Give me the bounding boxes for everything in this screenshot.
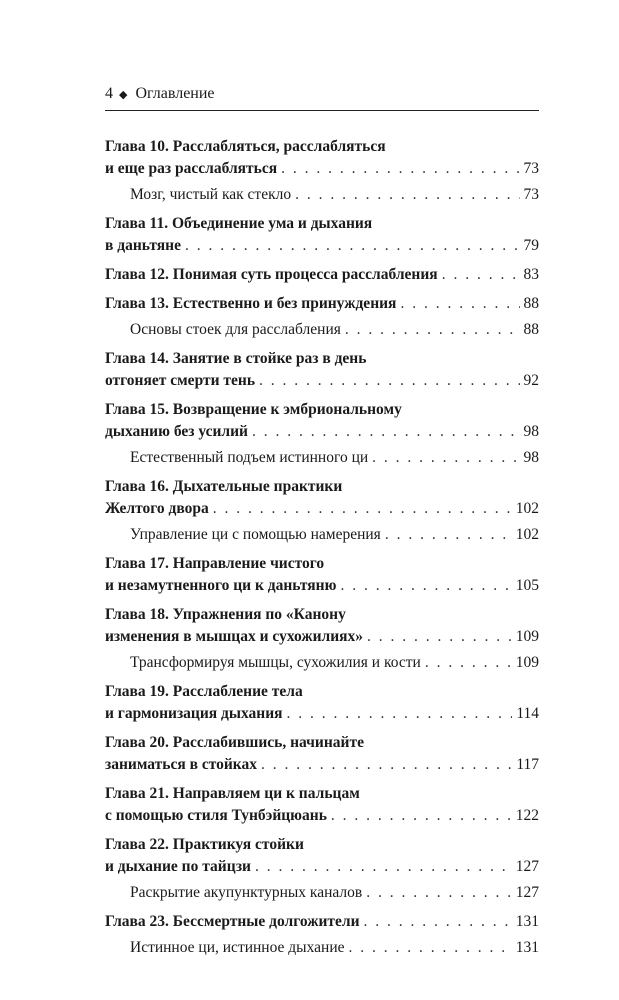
dot-leader xyxy=(295,184,519,206)
section-title-text: Трансформируя мышцы, сухожилия и кости xyxy=(130,654,421,671)
section-title-text: Управление ци с помощью намерения xyxy=(130,526,381,543)
dot-leader xyxy=(259,370,519,392)
dot-leader xyxy=(366,882,512,904)
toc-line xyxy=(105,370,539,392)
dot-leader xyxy=(331,805,512,827)
dot-leader xyxy=(400,293,519,315)
page-ref: 98 xyxy=(523,423,539,440)
chapter-title-text: Глава 14. Занятие в стойке раз в день xyxy=(105,350,367,367)
chapter-title-text: и дыхание по тайцзи xyxy=(105,858,251,875)
chapter-title-text: Глава 23. Бессмертные долгожители xyxy=(105,913,360,930)
toc-line xyxy=(130,882,539,904)
toc-line xyxy=(130,184,539,206)
toc-entry xyxy=(105,476,539,520)
chapter-heading xyxy=(105,553,539,597)
toc-entry xyxy=(105,732,539,776)
toc-line xyxy=(105,681,539,703)
page-ref: 109 xyxy=(515,654,539,671)
chapter-heading xyxy=(105,293,539,315)
page-ref: 131 xyxy=(515,913,539,930)
toc-line xyxy=(130,319,539,341)
toc-entry xyxy=(105,136,539,180)
chapter-title-text: Глава 19. Расслабление тела xyxy=(105,683,303,700)
chapter-heading xyxy=(105,348,539,392)
page-ref: 92 xyxy=(523,372,539,389)
toc-line xyxy=(105,498,539,520)
section-title-text: Естественный подъем истинного ци xyxy=(130,449,369,466)
toc-line xyxy=(105,856,539,878)
page-ref: 88 xyxy=(523,321,539,338)
section-entry xyxy=(105,524,539,546)
page-ref: 102 xyxy=(515,526,539,543)
dot-leader xyxy=(287,703,513,725)
chapter-heading xyxy=(105,264,539,286)
chapter-heading xyxy=(105,213,539,257)
toc-entry xyxy=(105,213,539,257)
page-ref: 105 xyxy=(515,577,539,594)
chapter-heading xyxy=(105,911,539,933)
page-ref: 73 xyxy=(523,160,539,177)
chapter-heading xyxy=(105,136,539,180)
section-entry xyxy=(105,319,539,341)
chapter-heading xyxy=(105,476,539,520)
page-ref: 114 xyxy=(516,705,539,722)
page-ref: 127 xyxy=(515,858,539,875)
dot-leader xyxy=(340,575,511,597)
dot-leader xyxy=(385,524,512,546)
chapter-heading xyxy=(105,834,539,878)
toc-line xyxy=(105,732,539,754)
toc-line xyxy=(105,348,539,370)
toc-line xyxy=(105,264,539,286)
table-of-contents xyxy=(105,136,539,966)
chapter-title-text: Глава 21. Направляем ци к пальцам xyxy=(105,785,360,802)
dot-leader xyxy=(442,264,520,286)
toc-entry xyxy=(105,553,539,597)
dot-leader xyxy=(372,447,519,469)
page-ref: 83 xyxy=(523,266,539,283)
section-title-text: Мозг, чистый как стекло xyxy=(130,186,292,203)
dot-leader xyxy=(364,911,512,933)
toc-entry xyxy=(105,783,539,827)
toc-entry xyxy=(105,293,539,315)
section-entry xyxy=(105,937,539,959)
chapter-title-text: Глава 22. Практикуя стойки xyxy=(105,836,304,853)
toc-entry xyxy=(105,834,539,878)
toc-entry xyxy=(105,399,539,443)
dot-leader xyxy=(252,421,520,443)
toc-entry xyxy=(105,264,539,286)
chapter-title-text: и еще раз расслабляться xyxy=(105,160,278,177)
dot-leader xyxy=(425,652,512,674)
section-entry xyxy=(105,882,539,904)
toc-line xyxy=(105,703,539,725)
chapter-title-text: Желтого двора xyxy=(105,500,209,517)
page-ref: 102 xyxy=(515,500,539,517)
section-entry xyxy=(105,447,539,469)
diamond-separator-icon: ◆ xyxy=(119,88,128,101)
toc-line xyxy=(105,213,539,235)
toc-line xyxy=(105,754,539,776)
toc-line xyxy=(105,399,539,421)
toc-entry xyxy=(105,604,539,648)
chapter-title-text: Глава 12. Понимая суть процесса расслабления xyxy=(105,266,438,283)
toc-line xyxy=(130,447,539,469)
toc-line xyxy=(105,293,539,315)
toc-line xyxy=(105,476,539,498)
toc-line xyxy=(105,805,539,827)
chapter-title-text: Глава 20. Расслабившись, начинайте xyxy=(105,734,364,751)
toc-line xyxy=(105,158,539,180)
chapter-title-text: заниматься в стойках xyxy=(105,756,258,773)
section-entry xyxy=(105,184,539,206)
toc-line xyxy=(105,235,539,257)
toc-entry xyxy=(105,911,539,933)
chapter-heading xyxy=(105,783,539,827)
page-ref: 131 xyxy=(515,939,539,956)
toc-line xyxy=(105,136,539,158)
dot-leader xyxy=(367,626,512,648)
toc-line xyxy=(105,783,539,805)
chapter-heading xyxy=(105,399,539,443)
toc-line xyxy=(105,626,539,648)
dot-leader xyxy=(261,754,512,776)
header-rule xyxy=(105,110,539,111)
page-ref: 73 xyxy=(523,186,539,203)
toc-line xyxy=(105,553,539,575)
chapter-title-text: Глава 18. Упражнения по «Канону xyxy=(105,606,346,623)
chapter-title-text: Глава 17. Направление чистого xyxy=(105,555,325,572)
chapter-title-text: Глава 13. Естественно и без принуждения xyxy=(105,295,397,312)
page-ref: 122 xyxy=(515,807,539,824)
chapter-title-text: Глава 15. Возвращение к эмбриональному xyxy=(105,401,402,418)
dot-leader xyxy=(345,319,520,341)
page-ref: 109 xyxy=(515,628,539,645)
section-title-text: Раскрытие акупунктурных каналов xyxy=(130,884,363,901)
chapter-title-text: в даньтяне xyxy=(105,237,181,254)
chapter-title-text: Глава 11. Объединение ума и дыхания xyxy=(105,215,373,232)
toc-line xyxy=(105,604,539,626)
chapter-title-text: и гармонизация дыхания xyxy=(105,705,283,722)
chapter-heading xyxy=(105,681,539,725)
page-ref: 98 xyxy=(523,449,539,466)
toc-line xyxy=(105,575,539,597)
chapter-title-text: Глава 16. Дыхательные практики xyxy=(105,478,343,495)
dot-leader xyxy=(213,498,512,520)
chapter-title-text: отгоняет смерти тень xyxy=(105,372,256,389)
toc-line xyxy=(105,421,539,443)
toc-line xyxy=(130,652,539,674)
page-ref: 117 xyxy=(516,756,539,773)
chapter-heading xyxy=(105,732,539,776)
section-title-text: Истинное ци, истинное дыхание xyxy=(130,939,345,956)
dot-leader xyxy=(281,158,519,180)
chapter-title-text: с помощью стиля Тунбэйцюань xyxy=(105,807,327,824)
page-ref: 127 xyxy=(515,884,539,901)
toc-line xyxy=(105,834,539,856)
page-number: 4 xyxy=(105,85,113,102)
running-header-title: Оглавление xyxy=(135,85,215,102)
toc-entry xyxy=(105,348,539,392)
chapter-heading xyxy=(105,604,539,648)
chapter-title-text: Глава 10. Расслабляться, расслабляться xyxy=(105,138,386,155)
toc-line xyxy=(105,911,539,933)
toc-line xyxy=(130,524,539,546)
dot-leader xyxy=(185,235,520,257)
dot-leader xyxy=(349,937,512,959)
page-ref: 88 xyxy=(523,295,539,312)
chapter-title-text: дыханию без усилий xyxy=(105,423,248,440)
chapter-title-text: изменения в мышцах и сухожилиях» xyxy=(105,628,364,645)
running-header xyxy=(105,82,539,106)
dot-leader xyxy=(255,856,512,878)
toc-line xyxy=(130,937,539,959)
page-ref: 79 xyxy=(523,237,539,254)
section-title-text: Основы стоек для расслабления xyxy=(130,321,341,338)
chapter-title-text: и незамутненного ци к даньтяню xyxy=(105,577,337,594)
section-entry xyxy=(105,652,539,674)
toc-entry xyxy=(105,681,539,725)
